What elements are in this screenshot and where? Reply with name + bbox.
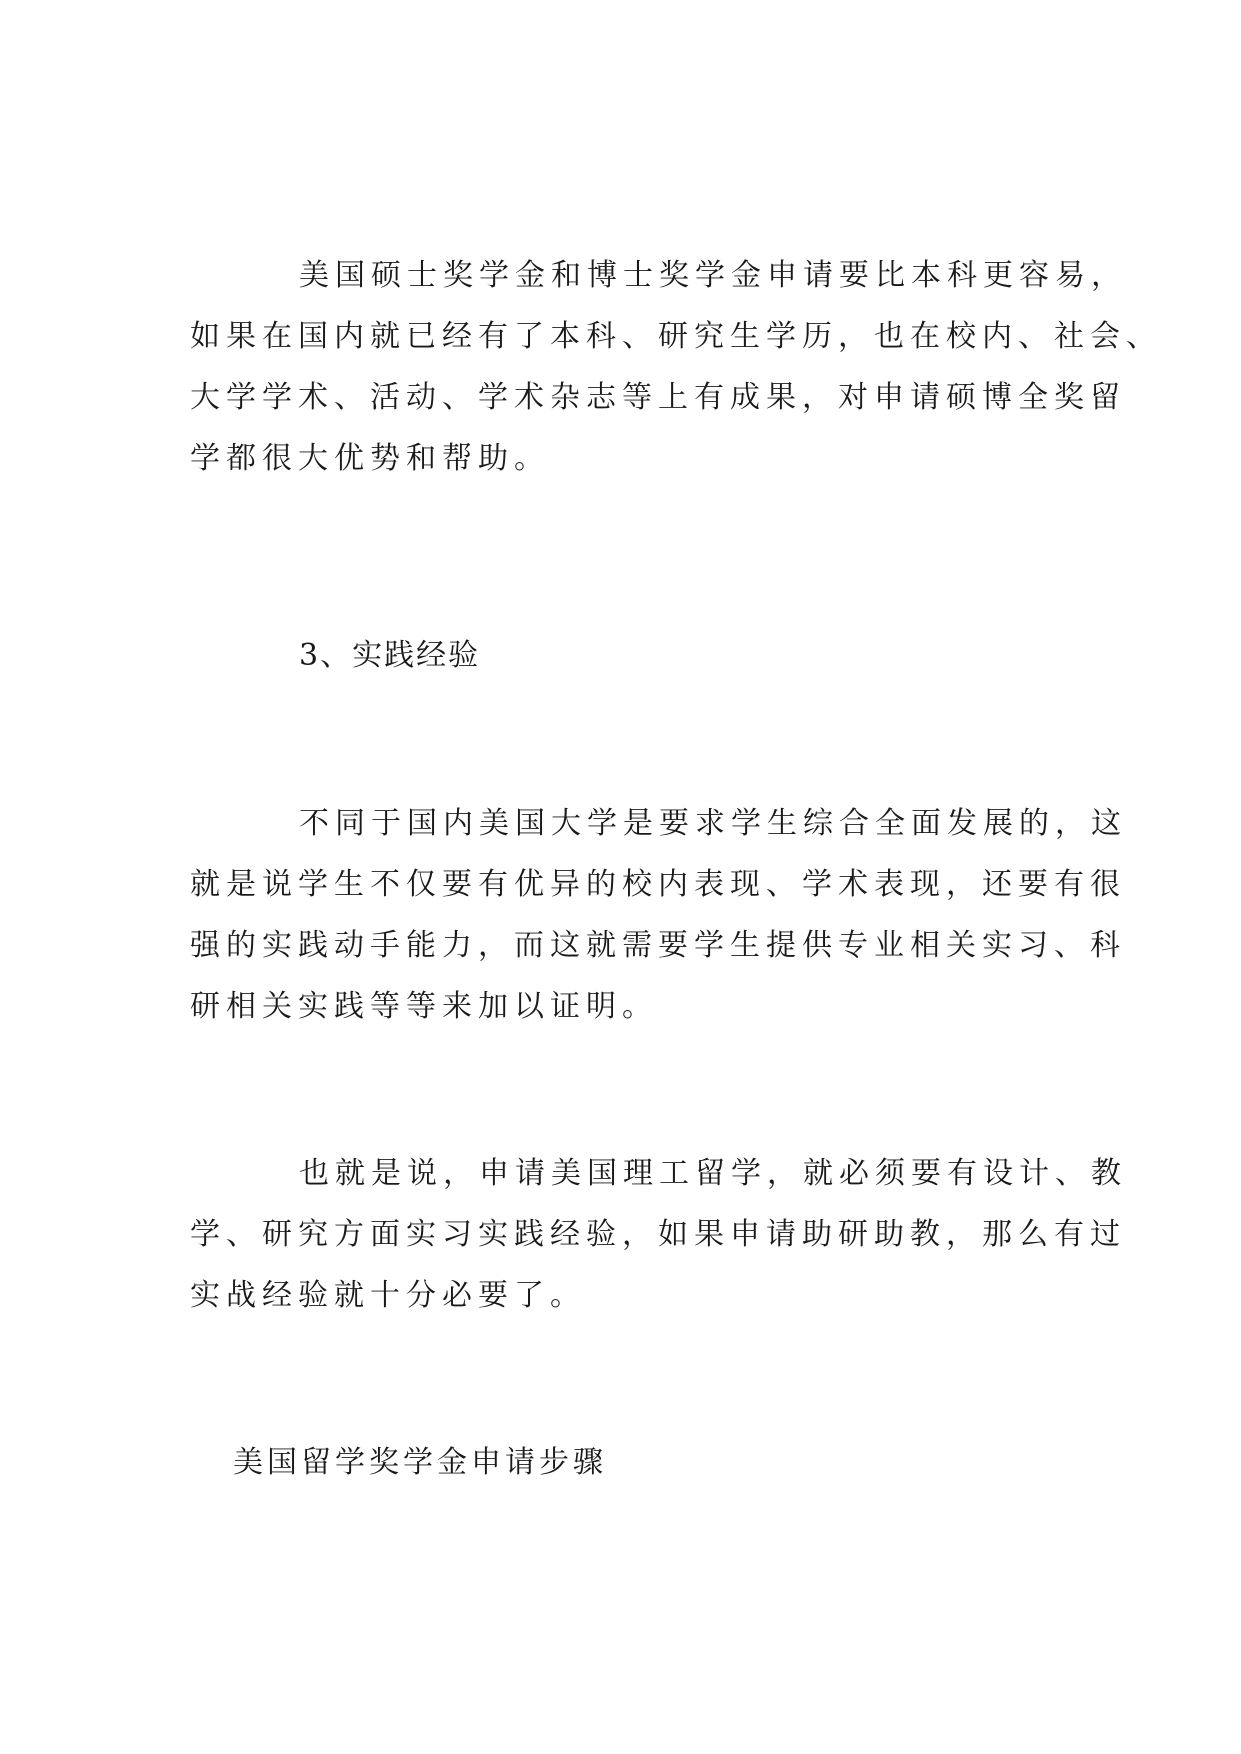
paragraph-line: 美国硕士奖学金和博士奖学金申请要比本科更容易， (299, 258, 1127, 293)
paragraph-line: 就是说学生不仅要有优异的校内表现、学术表现，还要有很 (190, 867, 1126, 902)
paragraph-line: 强的实践动手能力，而这就需要学生提供专业相关实习、科 (190, 928, 1126, 963)
paragraph-comprehensive-development (190, 793, 1127, 1037)
paragraph-line: 大学学术、活动、学术杂志等上有成果，对申请硕博全奖留 (190, 380, 1126, 415)
paragraph-line: 如果在国内就已经有了本科、研究生学历，也在校内、社会、 (190, 319, 1162, 354)
paragraph-scholarship-advantage (190, 245, 1162, 489)
paragraph-line: 学都很大优势和帮助。 (190, 441, 550, 476)
paragraph-line: 研相关实践等等来加以证明。 (190, 989, 658, 1024)
section-heading-practice-experience: 3、实践经验 (299, 638, 481, 673)
paragraph-line: 实战经验就十分必要了。 (190, 1278, 586, 1313)
section-heading-application-steps: 美国留学奖学金申请步骤 (233, 1445, 607, 1480)
paragraph-line: 不同于国内美国大学是要求学生综合全面发展的，这 (299, 806, 1127, 841)
paragraph-stem-experience (190, 1143, 1127, 1326)
paragraph-line: 学、研究方面实习实践经验，如果申请助研助教，那么有过 (190, 1217, 1126, 1252)
paragraph-line: 也就是说，申请美国理工留学，就必须要有设计、教 (299, 1156, 1127, 1191)
